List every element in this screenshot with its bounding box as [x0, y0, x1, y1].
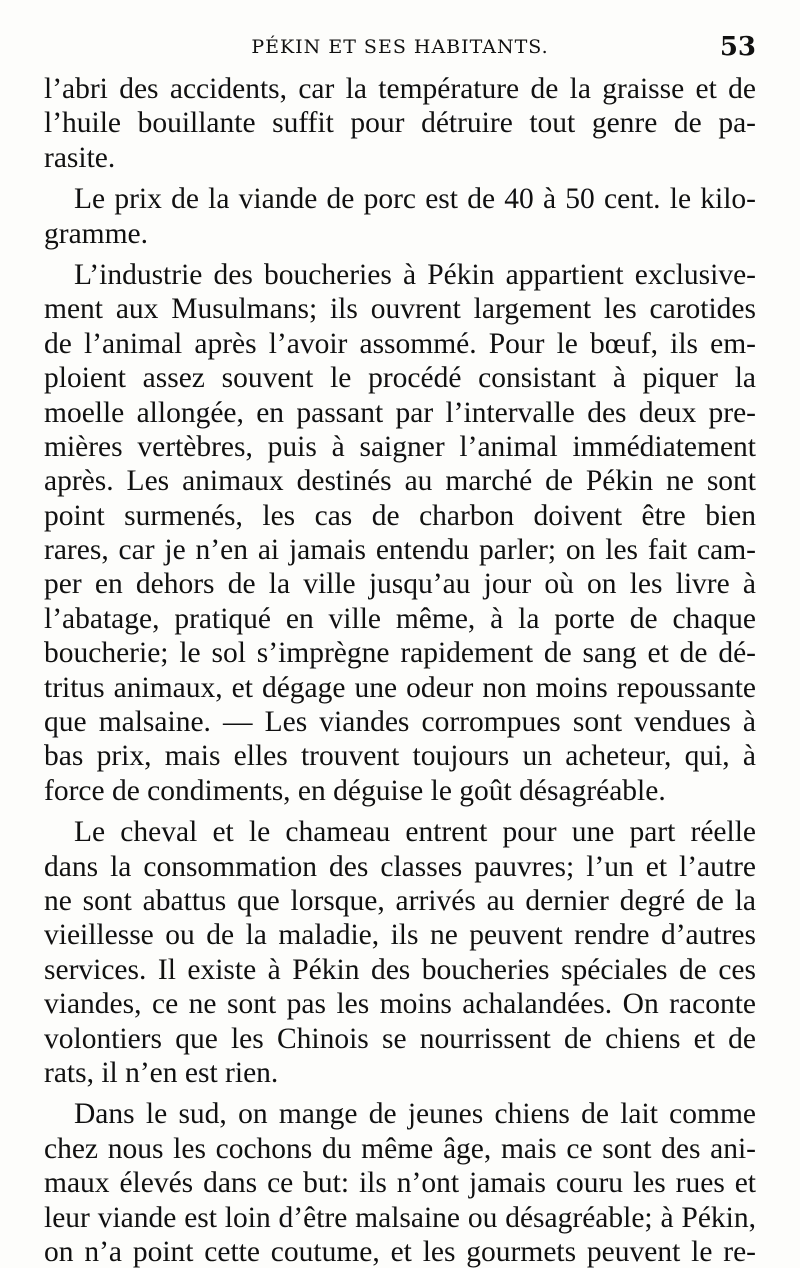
text-line: chez nous les cochons du même âge, mais ce sont des ani-: [44, 1132, 756, 1165]
text-line: per en dehors de la ville jusqu’au jour où on les livre à: [44, 568, 756, 601]
text-line: L’industrie des boucheries à Pékin appartient exclusive-: [74, 258, 756, 291]
paragraph: [44, 72, 756, 175]
body-text: [44, 72, 756, 1269]
text-line: Le prix de la viande de porc est de 40 à 50 cent. le kilo-: [74, 183, 756, 216]
text-line: ploient assez souvent le procédé consistant à piquer la: [44, 362, 756, 395]
text-line: vieillesse ou de la maladie, ils ne peuvent rendre d’autres: [44, 919, 756, 952]
text-line: mières vertèbres, puis à saigner l’animal immédiatement: [44, 430, 756, 463]
page-number: 53: [719, 32, 756, 62]
text-line: que malsaine. — Les viandes corrompues sont vendues à: [44, 706, 756, 739]
paragraph: [44, 182, 756, 251]
paragraph: [44, 815, 756, 1090]
text-line: boucherie; le sol s’imprègne rapidement de sang et de dé-: [44, 637, 756, 670]
text-line: ne sont abattus que lorsque, arrivés au dernier degré de la: [44, 884, 756, 917]
text-line: bas prix, mais elles trouvent toujours un acheteur, qui, à: [44, 740, 756, 773]
text-line: l’abri des accidents, car la température de la graisse et de: [44, 73, 756, 105]
text-line: on n’a point cette coutume, et les gourmets peuvent le re-: [44, 1235, 756, 1268]
text-line: gramme.: [44, 217, 149, 250]
text-line: leur viande est loin d’être malsaine ou désagréable; à Pékin,: [44, 1201, 756, 1234]
running-title: PÉKIN ET SES HABITANTS.: [251, 36, 549, 58]
text-line: maux élevés dans ce but: ils n’ont jamais couru les rues et: [44, 1167, 756, 1200]
text-line: point surmenés, les cas de charbon doivent être bien: [44, 499, 756, 532]
text-line: force de condiments, en déguise le goût désagréable.: [44, 774, 666, 807]
text-line: tritus animaux, et dégage une odeur non moins repoussante: [44, 671, 756, 704]
text-line: Le cheval et le chameau entrent pour une part réelle: [74, 816, 756, 849]
text-line: services. Il existe à Pékin des boucheries spéciales de ces: [44, 953, 756, 986]
text-line: rats, il n’en est rien.: [44, 1056, 279, 1089]
text-line: volontiers que les Chinois se nourrissent de chiens et de: [44, 1022, 756, 1055]
text-line: l’huile bouillante suffit pour détruire tout genre de pa-: [44, 107, 756, 140]
text-line: ment aux Musulmans; ils ouvrent largement les carotides: [44, 293, 756, 326]
text-line: viandes, ce ne sont pas les moins achalandées. On raconte: [44, 988, 756, 1021]
text-line: rares, car je n’en ai jamais entendu parler; on les fait cam-: [44, 534, 756, 567]
text-line: l’abatage, pratiqué en ville même, à la porte de chaque: [44, 602, 756, 635]
running-header: [44, 30, 756, 66]
text-line: moelle allongée, en passant par l’intervalle des deux pre-: [44, 396, 756, 429]
paragraph: [44, 258, 756, 808]
text-line: Dans le sud, on mange de jeunes chiens de lait comme: [74, 1098, 756, 1131]
text-line: après. Les animaux destinés au marché de Pékin ne sont: [44, 465, 756, 498]
paragraph: [44, 1097, 756, 1269]
text-line: rasite.: [44, 141, 116, 174]
text-line: de l’animal après l’avoir assommé. Pour le bœuf, ils em-: [44, 327, 756, 360]
text-line: dans la consommation des classes pauvres; l’un et l’autre: [44, 850, 756, 883]
